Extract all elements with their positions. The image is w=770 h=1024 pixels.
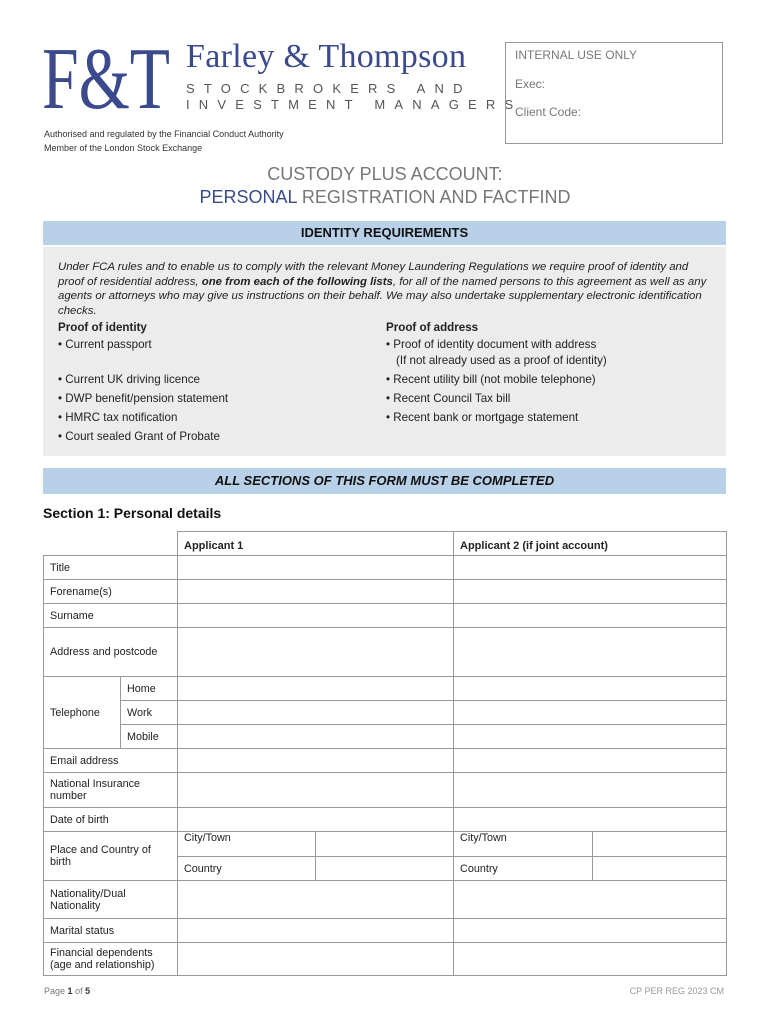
all-sections-banner: ALL SECTIONS OF THIS FORM MUST BE COMPLETED	[43, 468, 726, 494]
internal-use-title: INTERNAL USE ONLY	[515, 48, 638, 62]
applicant-1-forenames-input[interactable]	[178, 580, 454, 604]
work-label: Work	[121, 701, 178, 725]
applicant-2-country-input[interactable]	[593, 857, 727, 881]
client-code-field[interactable]: Client Code:	[515, 105, 582, 119]
internal-use-box	[505, 42, 723, 144]
proof-address-title: Proof of address	[386, 321, 479, 334]
applicant-1-nationality-input[interactable]	[178, 881, 454, 919]
exec-field[interactable]: Exec:	[515, 77, 546, 91]
applicant-2-ni-input[interactable]	[454, 773, 727, 808]
applicant-1-country-label: Country	[178, 857, 316, 881]
table-row	[44, 604, 727, 628]
proof-address-item: • Recent utility bill (not mobile telephone)	[386, 373, 596, 386]
table-row	[44, 725, 727, 749]
proof-identity-title: Proof of identity	[58, 321, 147, 334]
brand-tagline-1: STOCKBROKERS AND	[186, 81, 472, 96]
logo-monogram: F&T	[42, 31, 170, 128]
applicant-1-city-label: City/Town	[178, 832, 316, 857]
company-logo	[42, 31, 170, 128]
table-row	[44, 701, 727, 725]
nationality-label: Nationality/Dual Nationality	[44, 881, 178, 919]
applicant-1-address-input[interactable]	[178, 628, 454, 677]
proof-identity-item: • DWP benefit/pension statement	[58, 392, 229, 405]
applicant-1-city-input[interactable]	[316, 832, 454, 857]
table-row	[44, 773, 727, 808]
applicant-2-title-input[interactable]	[454, 556, 727, 580]
applicant-2-city-label: City/Town	[454, 832, 593, 857]
proof-address-item: • Recent Council Tax bill	[386, 392, 511, 405]
brand-name: Farley & Thompson	[186, 38, 467, 75]
applicant-1-marital-input[interactable]	[178, 919, 454, 943]
table-row	[44, 749, 727, 773]
applicant-2-mobile-input[interactable]	[454, 725, 727, 749]
ni-label: National Insurance number	[44, 773, 178, 808]
table-corner	[44, 532, 178, 556]
applicant-2-dob-input[interactable]	[454, 808, 727, 832]
table-row	[44, 881, 727, 919]
marital-label: Marital status	[44, 919, 178, 943]
form-title: CUSTODY PLUS ACCOUNT:	[267, 164, 503, 184]
applicant-2-header: Applicant 2 (if joint account)	[454, 532, 727, 556]
table-row	[44, 580, 727, 604]
exchange-member-text: Member of the London Stock Exchange	[44, 143, 203, 153]
proof-identity-item: • Current UK driving licence	[58, 373, 200, 386]
applicant-1-work-input[interactable]	[178, 701, 454, 725]
table-row	[44, 943, 727, 976]
applicant-2-country-label: Country	[454, 857, 593, 881]
applicant-1-title-input[interactable]	[178, 556, 454, 580]
regulation-text: Authorised and regulated by the Financial Conduct Authority	[44, 129, 284, 139]
table-row	[44, 832, 727, 857]
proof-identity-item: • Court sealed Grant of Probate	[58, 430, 220, 443]
applicant-2-home-input[interactable]	[454, 677, 727, 701]
applicant-1-header: Applicant 1	[178, 532, 454, 556]
applicant-2-nationality-input[interactable]	[454, 881, 727, 919]
dob-label: Date of birth	[44, 808, 178, 832]
email-label: Email address	[44, 749, 178, 773]
page-number: Page 1 of 5	[44, 986, 91, 996]
applicant-1-ni-input[interactable]	[178, 773, 454, 808]
brand-tagline-2: INVESTMENT MANAGERS	[186, 97, 523, 112]
proof-address-note: (If not already used as a proof of identity)	[396, 354, 607, 367]
form-subtitle	[0, 187, 770, 208]
applicant-1-dob-input[interactable]	[178, 808, 454, 832]
telephone-label: Telephone	[44, 677, 121, 749]
form-subtitle-highlight: PERSONAL	[199, 187, 297, 207]
applicant-1-home-input[interactable]	[178, 677, 454, 701]
form-reference: CP PER REG 2023 CM	[629, 986, 724, 996]
applicant-2-email-input[interactable]	[454, 749, 727, 773]
applicant-2-dependents-input[interactable]	[454, 943, 727, 976]
proof-address-item: • Proof of identity document with address	[386, 338, 597, 351]
mobile-label: Mobile	[121, 725, 178, 749]
personal-details-table	[43, 531, 727, 976]
identity-intro: Under FCA rules and to enable us to comply with the relevant Money Laundering Regulations we require proof of identity and proof of residential address, one from each of the following lists, for all of the named persons to this agreement as well as any agents or attorneys who may give us instructions on their behalf. We may also undertake supplementary electronic identification checks.	[58, 261, 707, 317]
surname-label: Surname	[44, 604, 178, 628]
address-label: Address and postcode	[44, 628, 178, 677]
applicant-2-city-input[interactable]	[593, 832, 727, 857]
dependents-label: Financial dependents (age and relationship)	[44, 943, 178, 976]
applicant-2-address-input[interactable]	[454, 628, 727, 677]
table-row	[44, 919, 727, 943]
identity-requirements-box	[43, 247, 726, 456]
applicant-2-work-input[interactable]	[454, 701, 727, 725]
table-row	[44, 628, 727, 677]
applicant-2-forenames-input[interactable]	[454, 580, 727, 604]
form-subtitle-rest: REGISTRATION AND FACTFIND	[296, 187, 571, 207]
home-label: Home	[121, 677, 178, 701]
proof-address-item: • Recent bank or mortgage statement	[386, 411, 579, 424]
table-row	[44, 808, 727, 832]
title-label: Title	[44, 556, 178, 580]
applicant-2-surname-input[interactable]	[454, 604, 727, 628]
applicant-1-mobile-input[interactable]	[178, 725, 454, 749]
forenames-label: Forename(s)	[44, 580, 178, 604]
table-row	[44, 677, 727, 701]
section-1-title: Section 1: Personal details	[43, 505, 222, 521]
applicant-1-dependents-input[interactable]	[178, 943, 454, 976]
applicant-1-surname-input[interactable]	[178, 604, 454, 628]
table-row	[44, 556, 727, 580]
proof-identity-item: • Current passport	[58, 338, 152, 351]
applicant-1-country-input[interactable]	[316, 857, 454, 881]
applicant-2-marital-input[interactable]	[454, 919, 727, 943]
proof-identity-item: • HMRC tax notification	[58, 411, 178, 424]
identity-requirements-band: IDENTITY REQUIREMENTS	[43, 221, 726, 245]
pob-label: Place and Country of birth	[44, 832, 178, 881]
applicant-1-email-input[interactable]	[178, 749, 454, 773]
